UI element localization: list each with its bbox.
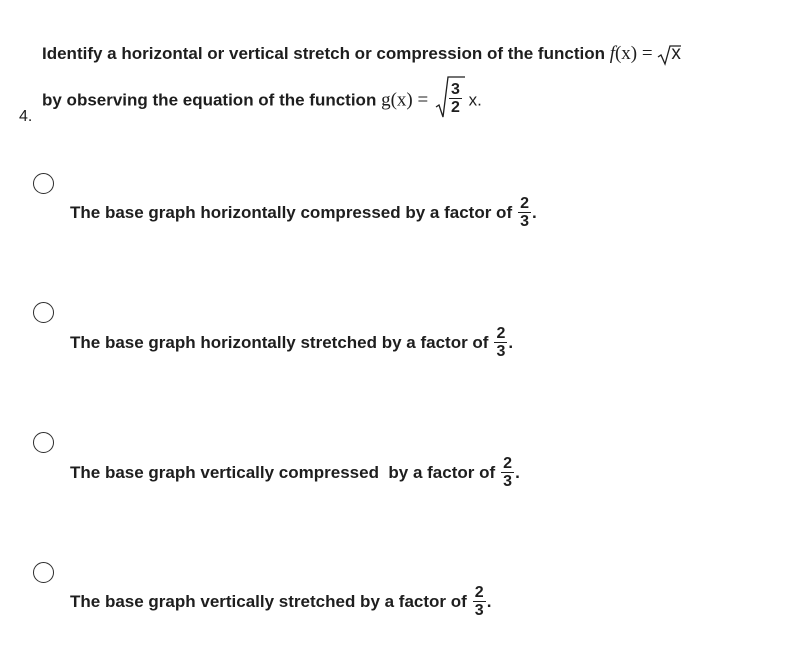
function-g-name: g(x) = xyxy=(381,89,429,111)
option-3-label xyxy=(70,455,520,490)
fraction-numerator: 2 xyxy=(520,195,530,212)
option-4-fraction xyxy=(473,584,486,619)
option-2-period: . xyxy=(508,332,514,352)
question-line-2 xyxy=(42,80,482,119)
fraction-denominator: 3 xyxy=(503,473,513,490)
function-f-arg: (x) = xyxy=(614,43,653,64)
option-2-text: The base graph horizontally stretched by a factor of xyxy=(70,332,489,352)
option-1-period: . xyxy=(532,202,537,222)
option-1-fraction xyxy=(518,195,531,230)
option-1-radio[interactable] xyxy=(33,173,54,194)
sqrt-fraction-3-over-2 xyxy=(449,81,462,116)
option-4-text: The base graph vertically stretched by a factor of xyxy=(70,591,467,611)
function-g-tail: x. xyxy=(468,90,482,110)
option-3-period: . xyxy=(515,462,520,482)
question-line-1-text: Identify a horizontal or vertical stretch or compression of the function xyxy=(42,44,605,63)
option-2-label xyxy=(70,325,513,360)
option-1-label xyxy=(70,195,537,230)
option-4-period: . xyxy=(486,591,492,611)
function-f-name: f xyxy=(609,43,615,64)
fraction-numerator: 2 xyxy=(503,455,513,472)
option-4-radio[interactable] xyxy=(33,562,54,583)
question-line-1 xyxy=(42,43,681,66)
fraction-denominator: 3 xyxy=(520,213,530,230)
option-4-label xyxy=(70,584,491,619)
option-3-radio[interactable] xyxy=(33,432,54,453)
option-3-fraction xyxy=(501,455,514,490)
fraction-denominator: 2 xyxy=(450,98,460,116)
function-f-radicand: x xyxy=(671,43,681,64)
fraction-denominator: 3 xyxy=(496,343,506,360)
option-2-fraction xyxy=(494,325,507,360)
option-3-text: The base graph vertically compressed by a factor of xyxy=(70,462,496,482)
option-2-radio[interactable] xyxy=(33,302,54,323)
question-line-2-text: by observing the equation of the function xyxy=(42,90,377,110)
fraction-numerator: 3 xyxy=(450,80,460,98)
fraction-numerator: 2 xyxy=(496,325,506,342)
question-number: 4. xyxy=(19,108,33,125)
fraction-numerator: 2 xyxy=(474,584,484,601)
function-f-expression xyxy=(610,43,681,64)
option-1-text: The base graph horizontally compressed by a factor of xyxy=(70,202,513,222)
fraction-denominator: 3 xyxy=(474,602,484,619)
